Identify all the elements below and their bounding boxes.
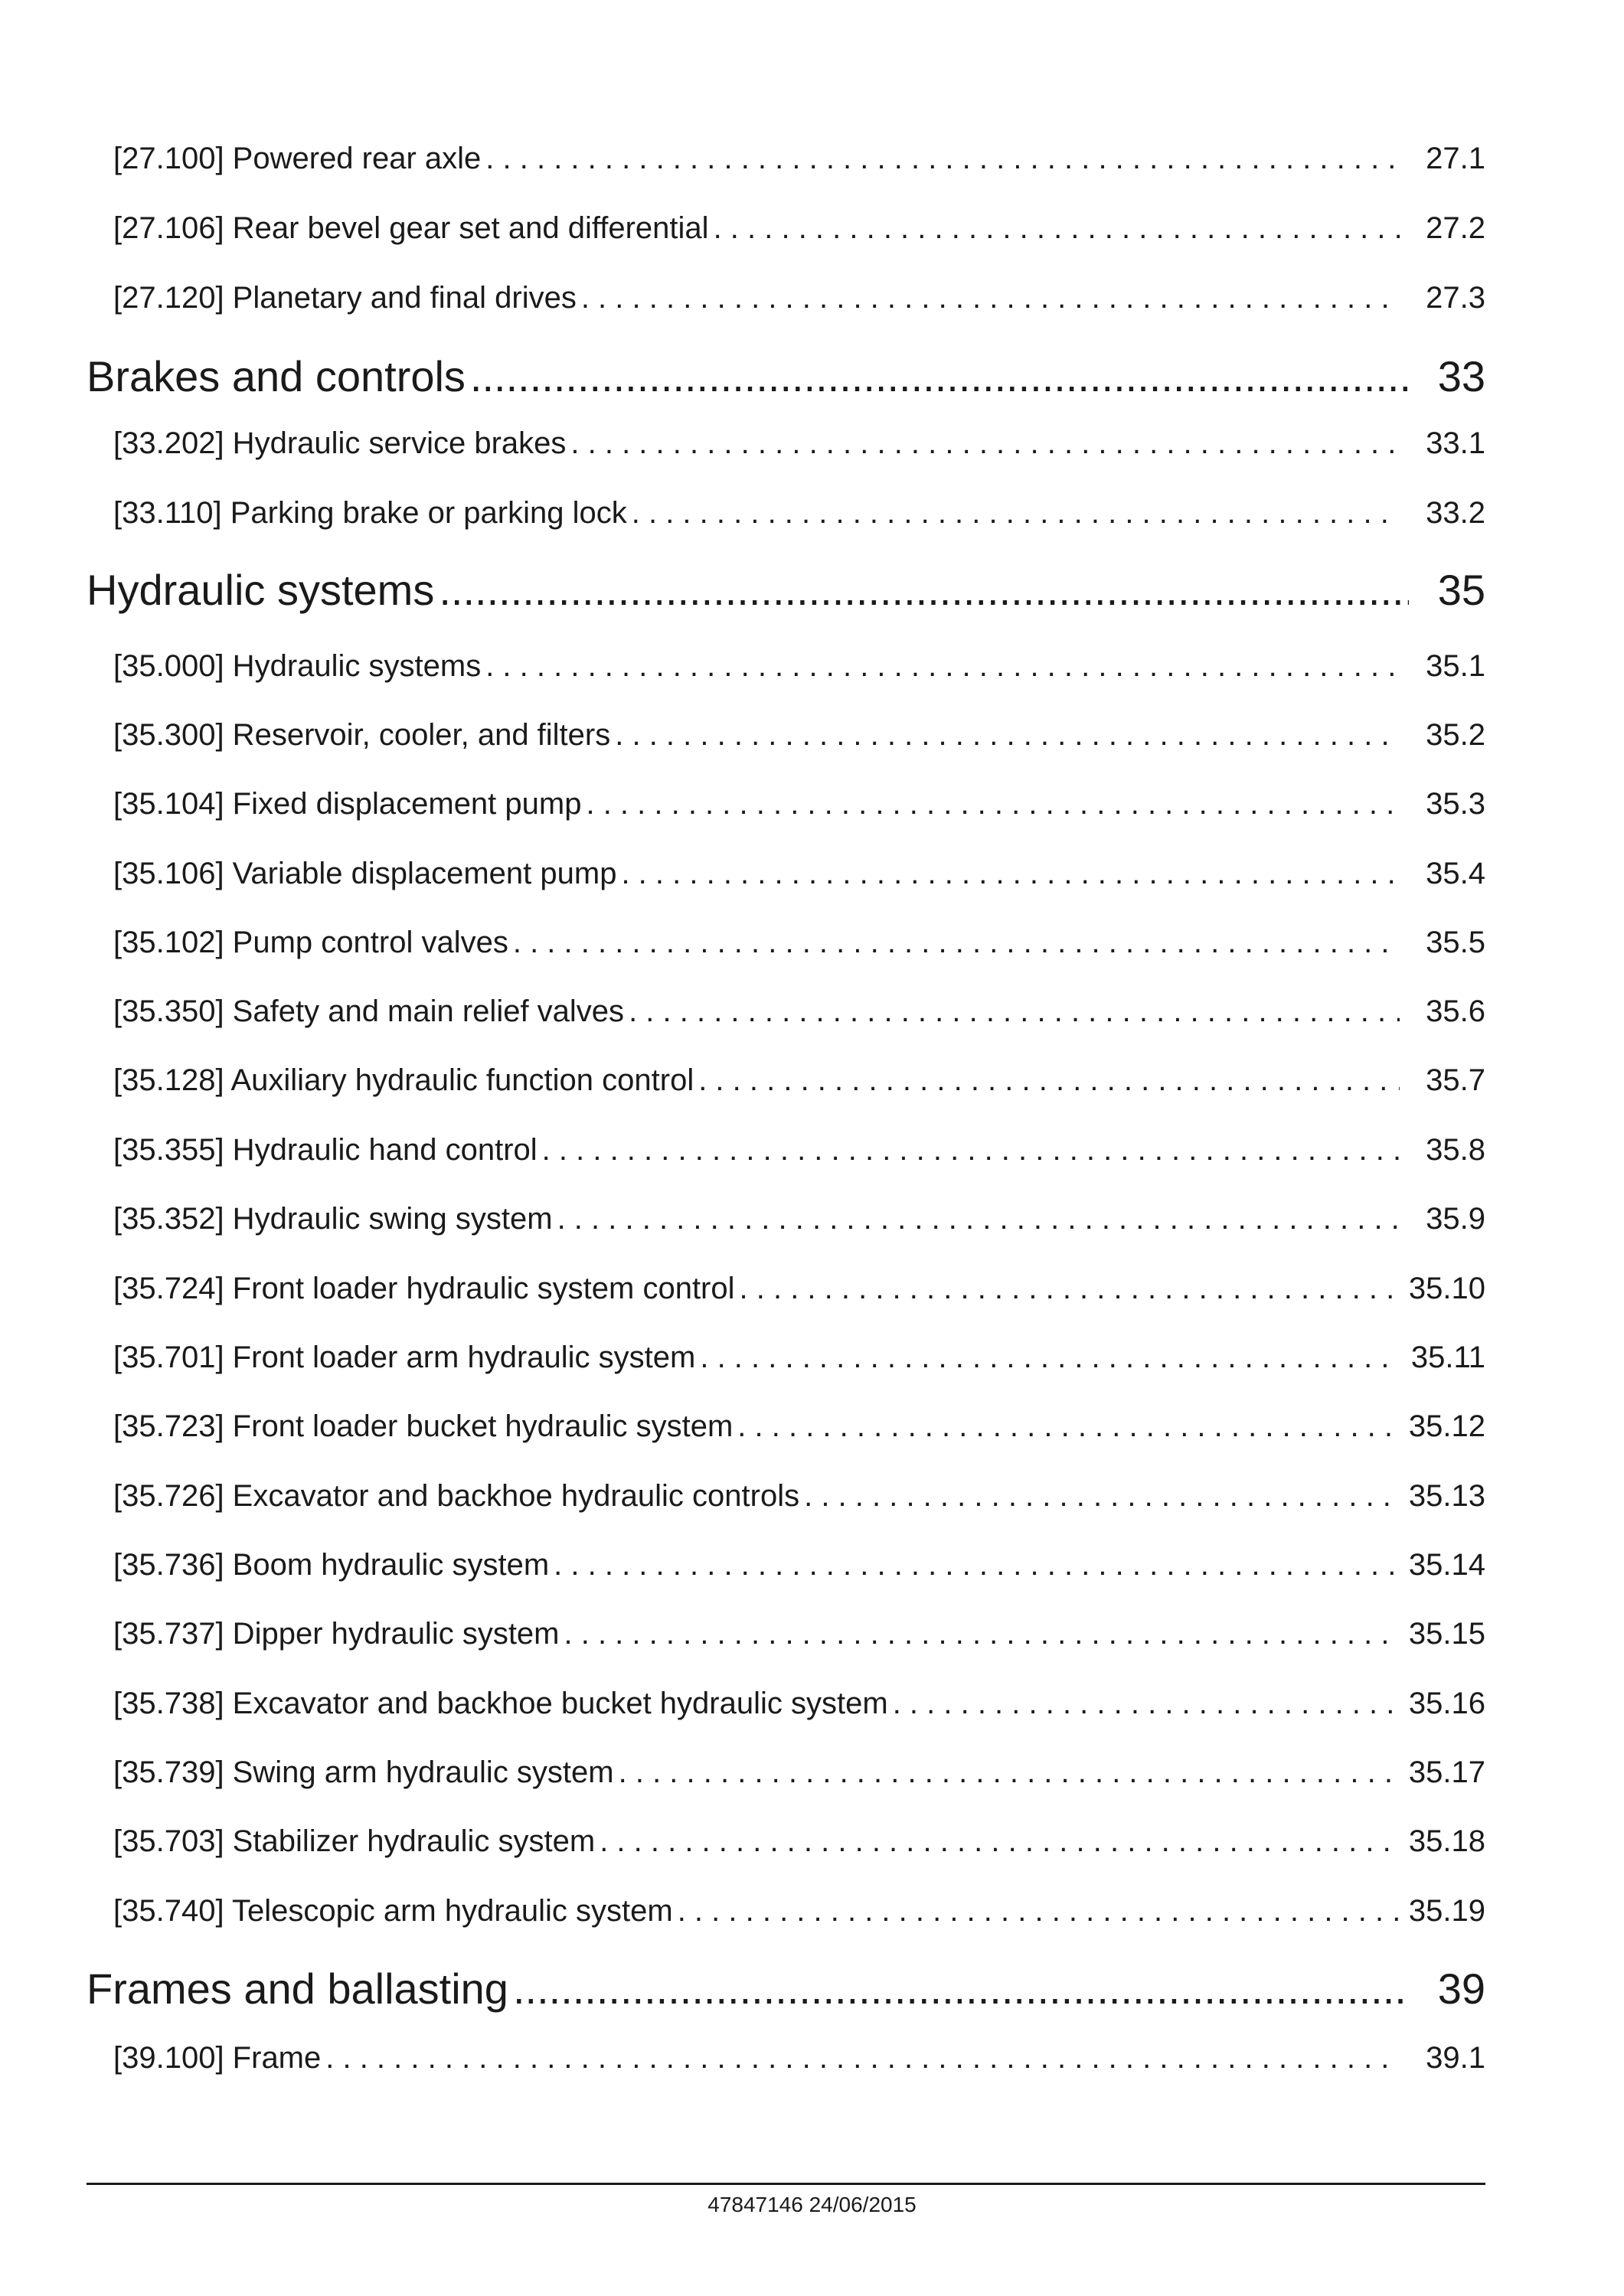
- toc-entry[interactable]: [113, 1267, 1485, 1310]
- toc-entry-label: [35.726] Excavator and backhoe hydraulic controls: [113, 1479, 800, 1513]
- toc-leader-dots: [439, 563, 1409, 618]
- toc-leader-dots: [698, 1059, 1400, 1102]
- toc-entry[interactable]: [113, 1197, 1485, 1240]
- toc-entry-label: [35.740] Telescopic arm hydraulic system: [113, 1894, 673, 1928]
- toc-entry-label: [27.120] Planetary and final drives: [113, 281, 577, 315]
- toc-entry-label: [33.110] Parking brake or parking lock: [113, 496, 627, 530]
- toc-leader-dots: [615, 714, 1400, 756]
- toc-entry-label: [35.724] Front loader hydraulic system control: [113, 1272, 735, 1305]
- toc-page-number: 35.15: [1408, 1617, 1485, 1651]
- toc-entry-label: [35.104] Fixed displacement pump: [113, 787, 582, 821]
- toc-leader-dots: [485, 137, 1400, 180]
- toc-entry[interactable]: [113, 137, 1485, 180]
- toc-entry[interactable]: [113, 990, 1485, 1033]
- toc-entry-label: Brakes and controls: [87, 352, 466, 400]
- toc-page-number: 27.3: [1426, 281, 1485, 315]
- toc-entry-label: [35.723] Front loader bucket hydraulic system: [113, 1409, 734, 1443]
- toc-page-number: 33.1: [1426, 426, 1485, 460]
- toc-entry-label: Frames and ballasting: [87, 1965, 508, 2013]
- toc-entry-label: [27.106] Rear bevel gear set and differential: [113, 211, 709, 245]
- toc-page-number: 33: [1437, 352, 1485, 400]
- toc-entry-label: [35.000] Hydraulic systems: [113, 649, 482, 683]
- toc-section-entry[interactable]: [87, 563, 1485, 618]
- toc-page-number: 35: [1437, 566, 1485, 614]
- toc-entry-label: [35.737] Dipper hydraulic system: [113, 1617, 560, 1651]
- toc-page-number: 35.14: [1408, 1548, 1485, 1582]
- toc-leader-dots: [619, 1751, 1400, 1794]
- toc-leader-dots: [485, 645, 1400, 687]
- toc-leader-dots: [740, 1267, 1400, 1310]
- toc-leader-dots: [581, 276, 1400, 319]
- toc-page-number: 35.19: [1408, 1894, 1485, 1928]
- toc-entry[interactable]: [113, 1059, 1485, 1102]
- toc-leader-dots: [325, 2036, 1400, 2079]
- toc-entry[interactable]: [113, 1475, 1485, 1517]
- toc-leader-dots: [893, 1682, 1400, 1725]
- toc-entry[interactable]: [113, 1820, 1485, 1863]
- toc-page-number: 35.2: [1426, 718, 1485, 752]
- footer-rule: [87, 2183, 1485, 2185]
- toc-entry[interactable]: [113, 207, 1485, 250]
- toc-entry[interactable]: [113, 422, 1485, 465]
- toc-page-number: 35.12: [1408, 1409, 1485, 1443]
- toc-leader-dots: [678, 1889, 1400, 1932]
- toc-entry-label: [35.701] Front loader arm hydraulic system: [113, 1341, 696, 1374]
- toc-page-number: 35.1: [1426, 649, 1485, 683]
- toc-entry-label: [35.102] Pump control valves: [113, 926, 508, 959]
- toc-entry[interactable]: [113, 714, 1485, 756]
- toc-leader-dots: [513, 1961, 1409, 2017]
- toc-page-number: 39.1: [1426, 2041, 1485, 2075]
- toc-entry[interactable]: [113, 782, 1485, 825]
- toc-entry[interactable]: [113, 276, 1485, 319]
- toc-page-number: 35.13: [1408, 1479, 1485, 1513]
- toc-leader-dots: [470, 349, 1409, 404]
- toc-leader-dots: [586, 782, 1400, 825]
- toc-page-number: 35.5: [1426, 926, 1485, 959]
- toc-entry-label: [35.300] Reservoir, cooler, and filters: [113, 718, 611, 752]
- toc-leader-dots: [621, 852, 1400, 895]
- toc-entry-label: [27.100] Powered rear axle: [113, 142, 482, 175]
- toc-entry-label: [33.202] Hydraulic service brakes: [113, 426, 567, 460]
- toc-page-number: 35.8: [1426, 1133, 1485, 1167]
- toc-page-number: 35.3: [1426, 787, 1485, 821]
- toc-page-number: 27.2: [1426, 211, 1485, 245]
- toc-entry-label: Hydraulic systems: [87, 566, 435, 614]
- toc-leader-dots: [737, 1405, 1400, 1448]
- footer-document-id: 47847146 24/06/2015: [707, 2193, 917, 2216]
- toc-leader-dots: [804, 1475, 1400, 1517]
- toc-leader-dots: [570, 422, 1400, 465]
- toc-entry-label: [35.736] Boom hydraulic system: [113, 1548, 550, 1582]
- toc-page-number: 35.6: [1426, 994, 1485, 1028]
- toc-page-number: 27.1: [1426, 142, 1485, 175]
- toc-entry-label: [35.128] Auxiliary hydraulic function control: [113, 1063, 694, 1097]
- toc-entry[interactable]: [113, 492, 1485, 534]
- toc-entry-label: [39.100] Frame: [113, 2041, 322, 2075]
- toc-page-number: 35.16: [1408, 1687, 1485, 1720]
- toc-page-number: 35.10: [1408, 1272, 1485, 1305]
- toc-entry[interactable]: [113, 1682, 1485, 1725]
- toc-page-number: 35.9: [1426, 1202, 1485, 1236]
- toc-entry[interactable]: [113, 2036, 1485, 2079]
- toc-leader-dots: [564, 1612, 1400, 1655]
- toc-page-number: 35.4: [1426, 857, 1485, 890]
- toc-entry[interactable]: [113, 1612, 1485, 1655]
- toc-entry-label: [35.703] Stabilizer hydraulic system: [113, 1824, 596, 1858]
- toc-page-number: 35.11: [1410, 1341, 1485, 1374]
- toc-leader-dots: [554, 1543, 1400, 1586]
- toc-entry[interactable]: [113, 1751, 1485, 1794]
- toc-leader-dots: [629, 990, 1400, 1033]
- toc-section-entry[interactable]: [87, 349, 1485, 404]
- toc-leader-dots: [632, 492, 1400, 534]
- toc-leader-dots: [542, 1128, 1400, 1171]
- toc-entry-label: [35.350] Safety and main relief valves: [113, 994, 625, 1028]
- toc-entry[interactable]: [113, 1543, 1485, 1586]
- toc-entry[interactable]: [113, 1128, 1485, 1171]
- toc-entry[interactable]: [113, 1405, 1485, 1448]
- toc-page-number: 33.2: [1426, 496, 1485, 530]
- toc-page-number: 35.18: [1408, 1824, 1485, 1858]
- toc-leader-dots: [513, 921, 1400, 964]
- toc-page-number: 35.17: [1408, 1755, 1485, 1789]
- toc-entry[interactable]: [113, 1336, 1485, 1379]
- toc-leader-dots: [600, 1820, 1400, 1863]
- toc-entry[interactable]: [113, 645, 1485, 687]
- toc-entry-label: [35.738] Excavator and backhoe bucket hydraulic system: [113, 1687, 888, 1720]
- toc-page-number: 35.7: [1426, 1063, 1485, 1097]
- toc-leader-dots: [557, 1197, 1400, 1240]
- toc-page-number: 39: [1437, 1965, 1485, 2013]
- toc-entry-label: [35.352] Hydraulic swing system: [113, 1202, 553, 1236]
- toc-entry-label: [35.106] Variable displacement pump: [113, 857, 617, 890]
- toc-entry[interactable]: [113, 852, 1485, 895]
- toc-entry[interactable]: [113, 1889, 1485, 1932]
- toc-section-entry[interactable]: [87, 1961, 1485, 2017]
- toc-leader-dots: [700, 1336, 1400, 1379]
- toc-entry-label: [35.355] Hydraulic hand control: [113, 1133, 538, 1167]
- toc-entry-label: [35.739] Swing arm hydraulic system: [113, 1755, 614, 1789]
- toc-leader-dots: [714, 207, 1400, 250]
- toc-entry[interactable]: [113, 921, 1485, 964]
